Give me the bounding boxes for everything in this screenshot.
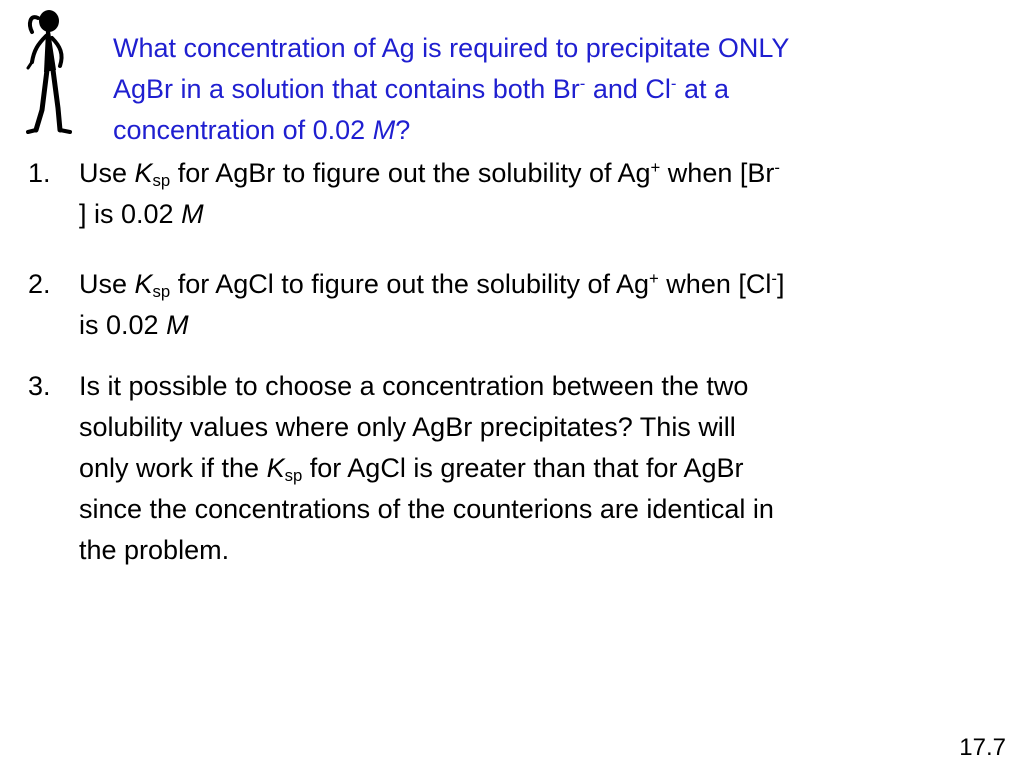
question-line-3: concentration of 0.02 M? (113, 115, 411, 145)
step-3: 3. Is it possible to choose a concentration between the two solubility values where only AgBr precipitates? This will only work if the $K_{sp}$ for AgCl is greater than that for AgBr since the concentrations of the counterions are identical in the problem. (28, 366, 978, 571)
question-line-1: What concentration of Ag is required to precipitate ONLY (113, 33, 790, 63)
steps-list (28, 153, 978, 571)
thinking-figure-icon (16, 6, 80, 136)
slide-number: 17.7 (959, 734, 1006, 761)
step-number: 3. (28, 371, 51, 401)
step-number: 2. (28, 269, 51, 299)
question-line-2: AgBr in a solution that contains both Br- and Cl- at a (113, 73, 730, 104)
step-number: 1. (28, 158, 51, 188)
question-text (113, 28, 993, 151)
step-2: 2. Use $K_{sp}$ for AgCl to figure out the solubility of Ag+ when [Cl-] is 0.02 M (28, 264, 978, 346)
step-1: 1. Use $K_{sp}$ for AgBr to figure out the solubility of Ag+ when [Br- ] is 0.02 M (28, 153, 978, 235)
